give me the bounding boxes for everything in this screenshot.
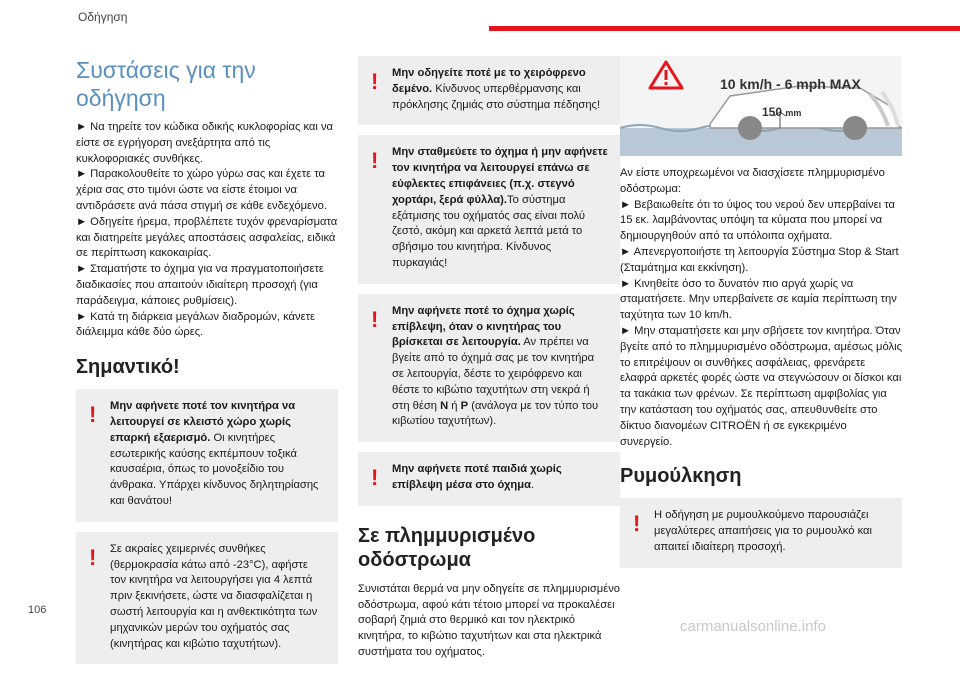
paragraph: Συνιστάται θερμά να μην οδηγείτε σε πλημμυρισμένο οδόστρωμα, αφού κάτι τέτοιο μπορεί να προκαλέσει σοβαρή ζημιά στο θερμικό και τον ηλεκτρικό κινητήρα, το κιβώτιο ταχυτήτων και στα ηλεκτρικά συστήματα του οχήματος.	[358, 582, 621, 658]
exclamation-icon: !	[633, 511, 641, 537]
exclamation-icon: !	[89, 402, 97, 428]
paragraph: ► Να τηρείτε τον κώδικα οδικής κυκλοφορίας και να είστε σε εγρήγορση ανεξάρτητα από τις κυκλοφοριακές συνθήκες.	[76, 121, 334, 165]
depth-unit: mm	[785, 108, 802, 118]
paragraph: ► Κινηθείτε όσο το δυνατόν πιο αργά χωρίς να σταματήσετε. Μην υπερβαίνετε σε καμία περίπτωση την ταχύτητα των 10 km/h.	[620, 277, 897, 322]
warning-bold: Μην αφήνετε ποτέ τον κινητήρα να λειτουργεί σε κλειστό χώρο χωρίς επαρκή εξαερισμό.	[110, 400, 296, 444]
warning-bold: Μην αφήνετε ποτέ το όχημα χωρίς επίβλεψη, όταν ο κινητήρας του βρίσκεται σε λειτουργία.	[392, 304, 575, 349]
paragraph: ► Σταματήστε το όχημα για να πραγματοποιήσετε διαδικασίες που απαιτούν ιδιαίτερη προσοχή (για παράδειγμα, κάποιες ρυθμίσεις).	[76, 263, 324, 307]
exclamation-icon: !	[371, 465, 379, 491]
exclamation-icon: !	[89, 544, 97, 570]
warning-text	[88, 399, 326, 510]
warning-text	[370, 304, 608, 430]
page-number: 106	[28, 604, 47, 616]
warning-triangle-icon	[650, 62, 682, 88]
paragraph: ► Οδηγείτε ήρεμα, προβλέπετε τυχόν φρεναρίσματα και διατηρείτε μεγάλες αποστάσεις ασφαλείας, ειδικά σε περίπτωση κακοκαιρίας.	[76, 215, 338, 260]
warning-box	[620, 498, 902, 567]
watermark: carmanualsonline.info	[680, 618, 826, 635]
warning-bold: Μην σταθμεύετε το όχημα ή μην αφήνετε τον κινητήρα να λειτουργεί επάνω σε εύφλεκτες επιφάνειες (π.χ. στεγνό χορτάρι, ξερά φύλλα).	[392, 146, 608, 206]
exclamation-icon: !	[371, 69, 379, 94]
warning-box	[358, 452, 620, 506]
warning-body: Το σύστημα εξάτμισης του οχήματός σας είναι πολύ ζεστό, ακόμη και αρκετά λεπτά μετά το σβήσιμο του κινητήρα. Κίνδυνος πυρκαγιάς!	[392, 193, 585, 269]
warning-body: Σε ακραίες χειμερινές συνθήκες (θερμοκρασία κάτω από -23°C), αφήστε τον κινητήρα να λειτουργήσει για 4 λεπτά πριν ξεκινήσετε, ώστε να διασφαλίζεται η σωστή λειτουργία και η ανθεκτικότητα των μηχανικών μερών του οχήματός σας (κινητήρας και κιβώτιο ταχυτήτων).	[110, 542, 318, 650]
paragraph: ► Απενεργοποιήστε τη λειτουργία Σύστημα Stop & Start (Σταμάτημα και εκκίνηση).	[620, 245, 899, 274]
gear-p: P	[460, 399, 469, 412]
warning-text	[370, 462, 608, 494]
important-heading: Σημαντικό!	[76, 356, 180, 379]
paragraph: Αν είστε υποχρεωμένοι να διασχίσετε πλημμυρισμένο οδόστρωμα:	[620, 167, 885, 195]
column-left	[76, 56, 338, 674]
towing-heading: Ρυμούλκηση	[620, 465, 742, 488]
depth-value: 150	[762, 105, 783, 119]
column-right	[620, 56, 902, 578]
paragraph: ► Βεβαιωθείτε ότι το ύψος του νερού δεν υπερβαίνει τα 15 εκ. λαμβάνοντας υπόψη τα κύματα που μπορεί να δημιουργηθούν από τα υπόλοιπα οχήματα.	[620, 198, 895, 243]
gear-n: N	[440, 399, 449, 412]
flood-heading: Σε πλημμυρισμένο οδόστρωμα	[358, 524, 536, 571]
warning-text	[370, 145, 608, 271]
speed-limit-label: 10 km/h - 6 mph MAX	[720, 76, 861, 92]
warning-body: Η οδήγηση με ρυμουλκούμενο παρουσιάζει μεγαλύτερες απαιτήσεις για το ρυμουλκό και απαιτεί ιδιαίτερη προσοχή.	[654, 509, 873, 553]
water-depth-label	[762, 105, 801, 119]
warning-body: .	[530, 478, 535, 491]
warning-bold: Μην οδηγείτε ποτέ με το χειρόφρενο δεμένο.	[392, 67, 586, 95]
warning-body: ή	[448, 399, 461, 412]
warning-body: Αν πρέπει να βγείτε από το όχημά σας με τον κινητήρα σε λειτουργία, δέστε το χειρόφρενο και θέστε το κιβώτιο ταχυτήτων στη νεκρά ή στη θέση	[392, 336, 595, 412]
paragraph: ► Παρακολουθείτε το χώρο γύρω σας και έχετε τα χέρια σας στο τιμόνι ώστε να είστε έτοιμοι να αντιδράσετε ανά πάσα στιγμή σε κάθε ενδεχόμενο.	[76, 168, 327, 212]
paragraph: ► Κατά τη διάρκεια μεγάλων διαδρομών, κάνετε διάλειμμα κάθε δύο ώρες.	[76, 310, 316, 339]
flooded-road-illustration	[620, 56, 902, 156]
paragraph: ► Μην σταματήσετε και μην σβήσετε τον κινητήρα. Όταν βγείτε από το πλημμυρισμένο οδόστρωμα, αμέσως μόλις το επιτρέψουν οι συνθήκες ασφάλειας, φρενάρετε ελαφρά αρκετές φορές ώστε να στεγνώσουν οι δίσκοι και τα τακάκια των φρένων. Σε περίπτωση αμφιβολίας για την κατάσταση του οχήματός σας, απευθυνθείτε στο δίκτυο διανομέων CITROËN ή σε εγκεκριμένο συνεργείο.	[620, 324, 902, 448]
warning-box	[76, 389, 338, 522]
warning-text	[370, 66, 608, 113]
warning-body: Κίνδυνος υπερθέρμανσης και πρόκλησης ζημιάς στο σύστημα πέδησης!	[392, 82, 601, 111]
column-middle	[358, 56, 620, 661]
warning-box	[76, 532, 338, 665]
header-accent-bar	[489, 26, 960, 31]
warning-bold: Μην αφήνετε ποτέ παιδιά χωρίς επίβλεψη μέσα στο όχημα	[392, 463, 562, 491]
page-title: Συστάσεις για την οδήγηση	[76, 57, 256, 111]
warning-box	[358, 294, 620, 442]
warning-box	[358, 56, 620, 125]
warning-box	[358, 135, 620, 283]
warning-body: (ανάλογα με τον τύπο του κιβωτίου ταχυτήτων).	[392, 399, 599, 428]
section-title: Οδήγηση	[78, 10, 128, 24]
warning-body: Οι κινητήρες εσωτερικής καύσης εκπέμπουν τοξικά καυσαέρια, όπως το μονοξείδιο του άνθρακα. Υπάρχει κίνδυνος δηλητηρίασης και θανάτου!	[110, 431, 319, 507]
exclamation-icon: !	[371, 306, 379, 332]
exclamation-icon: !	[371, 148, 379, 174]
